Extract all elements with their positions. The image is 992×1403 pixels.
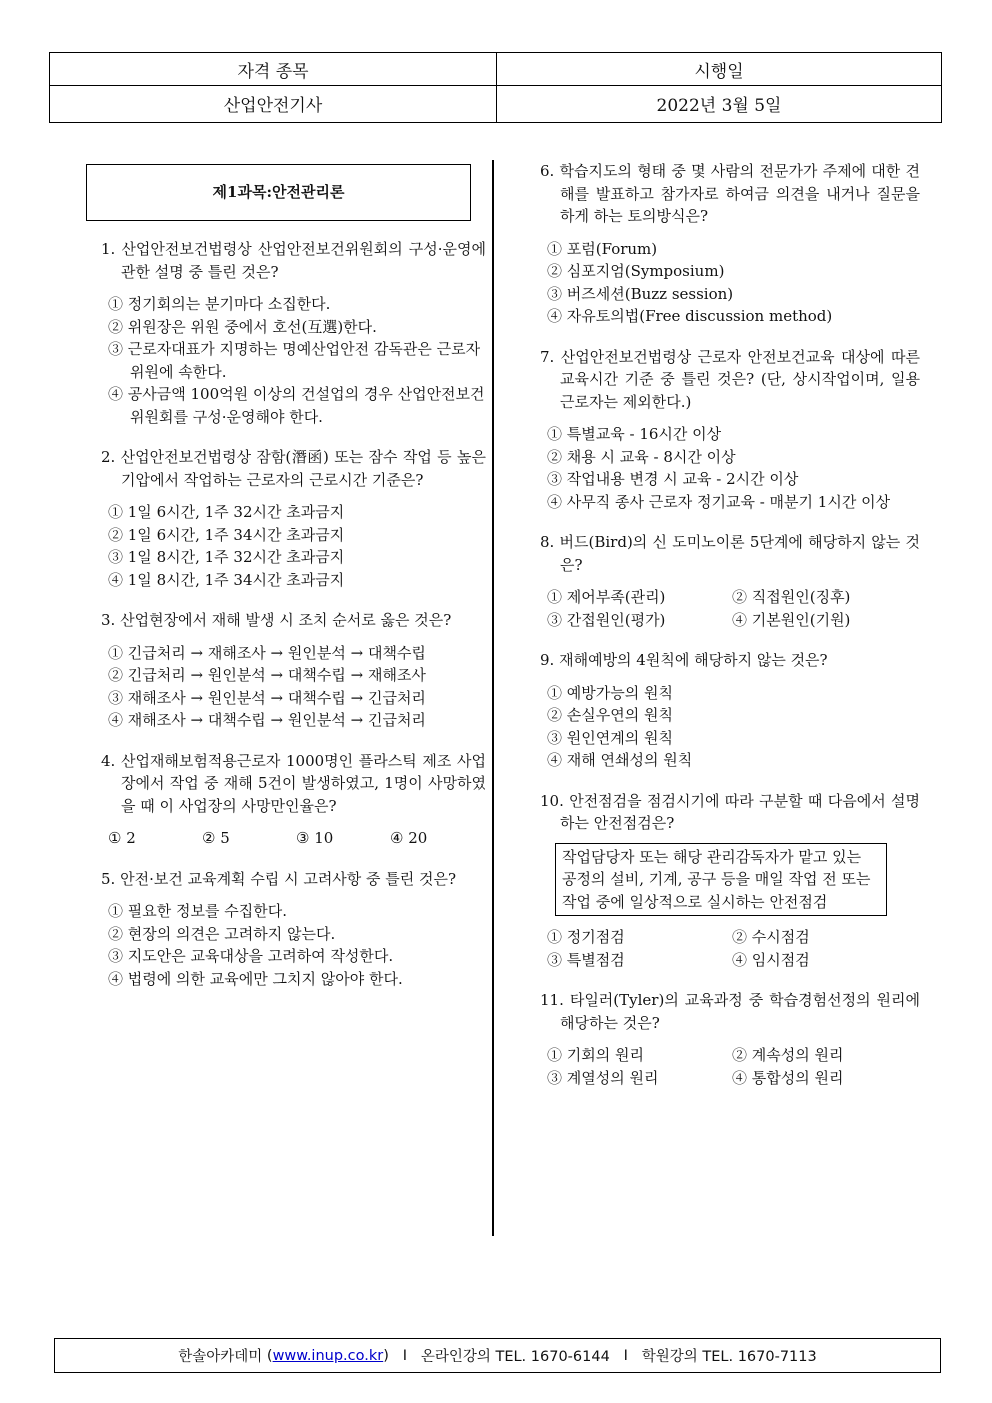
option[interactable]: ③ 근로자대표가 지명하는 명예산업안전 감독관은 근로자 위원에 속한다. [108,340,481,381]
option-list [86,293,486,428]
option[interactable]: ③ 원인연계의 원칙 [547,728,673,747]
exam-date: 2022년 3월 5일 [656,96,782,116]
question-5 [86,868,486,991]
footer-bar: 한솔아카데미 ( www.inup.co.kr ) I 온라인강의 TEL. 1670-6144 I 학원강의 TEL. 1670-7113 [54,1338,941,1373]
option[interactable]: ③ 계열성의 원리 [547,1068,659,1087]
option[interactable]: ① 기회의 원리 [547,1046,644,1064]
right-column [525,160,920,1107]
option-list [525,1044,920,1089]
option[interactable]: ④ 재해조사 → 대책수립 → 원인분석 → 긴급처리 [108,711,426,729]
description-box: 작업담당자 또는 해당 관리감독자가 맡고 있는 공정의 설비, 기계, 공구 등을 매일 작업 전 또는 작업 중에 일상적으로 실시하는 안전점검 [555,843,887,917]
option[interactable]: ③ 간접원인(평가) [547,610,666,629]
option[interactable]: ③ 지도안은 교육대상을 고려하여 작성한다. [108,947,394,965]
option-list [86,501,486,591]
option[interactable]: ② 위원장은 위원 중에서 호선(互選)한다. [108,317,377,336]
option[interactable]: ① 2 [108,829,136,847]
option[interactable]: ① 정기회의는 분기마다 소집한다. [108,295,331,313]
option-list [86,900,486,990]
question-text: 6. 학습지도의 형태 중 몇 사람의 전문가가 주제에 대한 견해를 발표하고 참가자로 하여금 의견을 내거나 질문을 하게 하는 토의방식은? [540,162,920,225]
option[interactable]: ④ 기본원인(기원) [732,610,851,629]
question-3 [86,609,486,732]
question-7 [525,346,920,514]
question-text: 5. 안전·보건 교육계획 수립 시 고려사항 중 틀린 것은? [101,869,457,888]
option-list [525,238,920,328]
option[interactable]: ② 채용 시 교육 - 8시간 이상 [547,447,736,466]
option[interactable]: ③ 작업내용 변경 시 교육 - 2시간 이상 [547,470,799,488]
option[interactable]: ① 포럼(Forum) [547,239,658,258]
option-list [86,827,486,850]
option[interactable]: ② 손실우연의 원칙 [547,706,673,724]
option[interactable]: ② 현장의 의견은 고려하지 않는다. [108,924,336,943]
option[interactable]: ④ 20 [390,829,428,847]
option[interactable]: ④ 임시점검 [732,950,810,969]
option[interactable]: ④ 공사금액 100억원 이상의 건설업의 경우 산업안전보건위원회를 구성·운영해야 한다. [108,385,485,426]
question-text: 3. 산업현장에서 재해 발생 시 조치 순서로 옳은 것은? [101,611,452,629]
question-11 [525,989,920,1089]
left-column [86,160,486,1008]
option[interactable]: ④ 사무직 종사 근로자 정기교육 - 매분기 1시간 이상 [547,492,891,511]
exam-name: 산업안전기사 [50,85,497,122]
header-label-date: 시행일 [694,61,744,82]
option[interactable]: ① 정기점검 [547,928,625,946]
question-text: 1. 산업안전보건법령상 산업안전보건위원회의 구성·운영에 관한 설명 중 틀린 것은? [101,240,486,281]
option[interactable]: ② 계속성의 원리 [732,1046,844,1064]
option[interactable]: ① 제어부족(관리) [547,588,666,606]
offline-phone: 학원강의 TEL. 1670-7113 [641,1349,817,1365]
option[interactable]: ④ 법령에 의한 교육에만 그치지 않아야 한다. [108,969,403,988]
question-text: 10. 안전점검을 점검시기에 따라 구분할 때 다음에서 설명하는 안전점검은? [540,791,920,832]
header-label-subject: 자격 종목 [50,53,497,85]
option-list [525,926,920,971]
option[interactable]: ③ 버즈세션(Buzz session) [547,284,734,303]
option[interactable]: ② 1일 6시간, 1주 34시간 초과금지 [108,525,345,544]
academy-name: 한솔아카데미 [178,1349,263,1365]
option-list [525,682,920,772]
option[interactable]: ② 5 [202,829,230,847]
question-2 [86,446,486,591]
question-9 [525,649,920,772]
option-list [86,642,486,732]
option[interactable]: ① 예방가능의 원칙 [547,683,673,702]
option[interactable]: ④ 통합성의 원리 [732,1068,844,1087]
subject-title: 제1과목:안전관리론 [86,164,471,221]
question-text: 11. 타일러(Tyler)의 교육과정 중 학습경험선정의 원리에 해당하는 것은? [540,991,920,1032]
column-divider [492,160,494,1236]
question-6 [525,160,920,328]
question-text: 8. 버드(Bird)의 신 도미노이론 5단계에 해당하지 않는 것은? [540,533,920,574]
question-8 [525,531,920,631]
option[interactable]: ③ 재해조사 → 원인분석 → 대책수립 → 긴급처리 [108,688,426,707]
question-text: 9. 재해예방의 4원칙에 해당하지 않는 것은? [540,651,828,669]
option[interactable]: ② 수시점검 [732,928,810,946]
question-text: 7. 산업안전보건법령상 근로자 안전보건교육 대상에 따른 교육시간 기준 중 틀린 것은? (단, 상시작업이며, 일용근로자는 제외한다.) [540,347,920,411]
question-text: 2. 산업안전보건법령상 잠함(潛函) 또는 잠수 작업 등 높은 기압에서 작업하는 근로자의 근로시간 기준은? [101,448,486,489]
option[interactable]: ① 필요한 정보를 수집한다. [108,902,287,920]
online-phone: 온라인강의 TEL. 1670-6144 [420,1349,610,1365]
option[interactable]: ④ 재해 연쇄성의 원칙 [547,751,693,769]
exam-header-table [49,52,942,123]
option[interactable]: ③ 10 [296,829,334,847]
option-list [525,423,920,513]
option[interactable]: ③ 특별점검 [547,950,625,969]
option[interactable]: ② 직접원인(징후) [732,588,851,606]
option[interactable]: ④ 자유토의법(Free discussion method) [547,307,833,325]
option[interactable]: ② 심포지엄(Symposium) [547,262,725,280]
option[interactable]: ④ 1일 8시간, 1주 34시간 초과금지 [108,570,345,589]
question-text: 4. 산업재해보험적용근로자 1000명인 플라스틱 제조 사업장에서 작업 중 재해 5건이 발생하였고, 1명이 사망하였을 때 이 사업장의 사망만인율은? [101,751,486,815]
question-4 [86,750,486,850]
question-1 [86,238,486,428]
option[interactable]: ③ 1일 8시간, 1주 32시간 초과금지 [108,548,345,566]
option[interactable]: ① 1일 6시간, 1주 32시간 초과금지 [108,503,345,521]
website-link[interactable]: www.inup.co.kr [272,1347,384,1364]
option[interactable]: ① 긴급처리 → 재해조사 → 원인분석 → 대책수립 [108,643,426,662]
question-10 [525,790,920,972]
option-list [525,586,920,631]
option[interactable]: ② 긴급처리 → 원인분석 → 대책수립 → 재해조사 [108,666,426,684]
option[interactable]: ① 특별교육 - 16시간 이상 [547,425,722,443]
